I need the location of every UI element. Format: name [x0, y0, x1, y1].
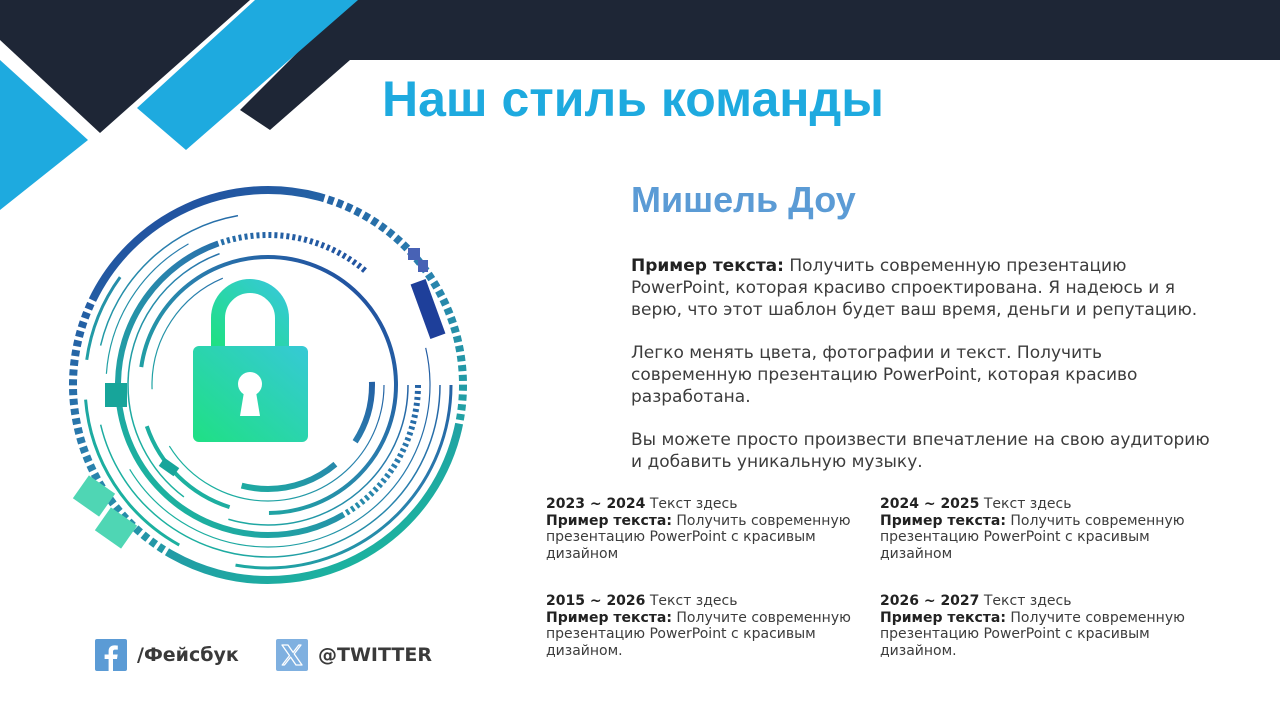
- facebook-icon: [95, 639, 127, 671]
- facebook-link[interactable]: [95, 638, 239, 672]
- facebook-label: /Фейсбук: [137, 644, 239, 666]
- paragraph-label: Пример текста:: [631, 256, 784, 276]
- deco-block: [408, 248, 420, 260]
- x-twitter-icon: [276, 639, 308, 671]
- twitter-label: @TWITTER: [318, 644, 432, 666]
- timeline-years: 2024 ~ 2025: [880, 496, 980, 512]
- timeline-heading: Текст здесь: [979, 593, 1072, 609]
- timeline-label: Пример текста:: [880, 512, 1006, 529]
- timeline-years: 2023 ~ 2024: [546, 496, 646, 512]
- timeline-years: 2015 ~ 2026: [546, 593, 646, 609]
- timeline-label: Пример текста:: [880, 609, 1006, 626]
- paragraph-text: Вы можете просто произвести впечатление на свою аудиторию и добавить уникальную музыку.: [631, 430, 1210, 472]
- profile-description: [631, 255, 1211, 494]
- timeline-item: [546, 593, 876, 659]
- padlock-icon: [193, 286, 308, 442]
- timeline-item: [546, 496, 876, 562]
- deco-square: [105, 383, 127, 407]
- paragraph-text: Получить современную презентацию PowerPoint, которая красиво спроектирована. Я надеюсь и я верю, что этот шаблон будет ваш время, деньги и репутацию.: [631, 256, 1198, 320]
- timeline-heading: Текст здесь: [645, 496, 738, 512]
- slide-title: Наш стиль команды: [382, 71, 884, 127]
- timeline-text: Получить современную презентацию PowerPoint с красивым дизайном: [880, 512, 1185, 562]
- deco-block: [418, 260, 428, 272]
- timeline-text: Получите современную презентацию PowerPoint с красивым дизайном.: [546, 609, 851, 659]
- security-illustration: [60, 175, 480, 595]
- twitter-link[interactable]: [276, 638, 432, 672]
- description-paragraph: [631, 429, 1211, 473]
- paragraph-text: Легко менять цвета, фотографии и текст. Получить современную презентацию PowerPoint, которая красиво разработана.: [631, 343, 1138, 407]
- timeline-heading: Текст здесь: [979, 496, 1072, 512]
- person-name: Мишель Доу: [631, 179, 856, 220]
- deco-block: [411, 279, 446, 339]
- timeline-label: Пример текста:: [546, 512, 672, 529]
- description-paragraph: [631, 255, 1211, 321]
- timeline-label: Пример текста:: [546, 609, 672, 626]
- description-paragraph: [631, 342, 1211, 408]
- timeline-years: 2026 ~ 2027: [880, 593, 980, 609]
- timeline-text: Получите современную презентацию PowerPoint с красивым дизайном.: [880, 609, 1185, 659]
- timeline-text: Получить современную презентацию PowerPoint с красивым дизайном: [546, 512, 851, 562]
- timeline-heading: Текст здесь: [645, 593, 738, 609]
- timeline-item: [880, 496, 1210, 562]
- timeline-item: [880, 593, 1210, 659]
